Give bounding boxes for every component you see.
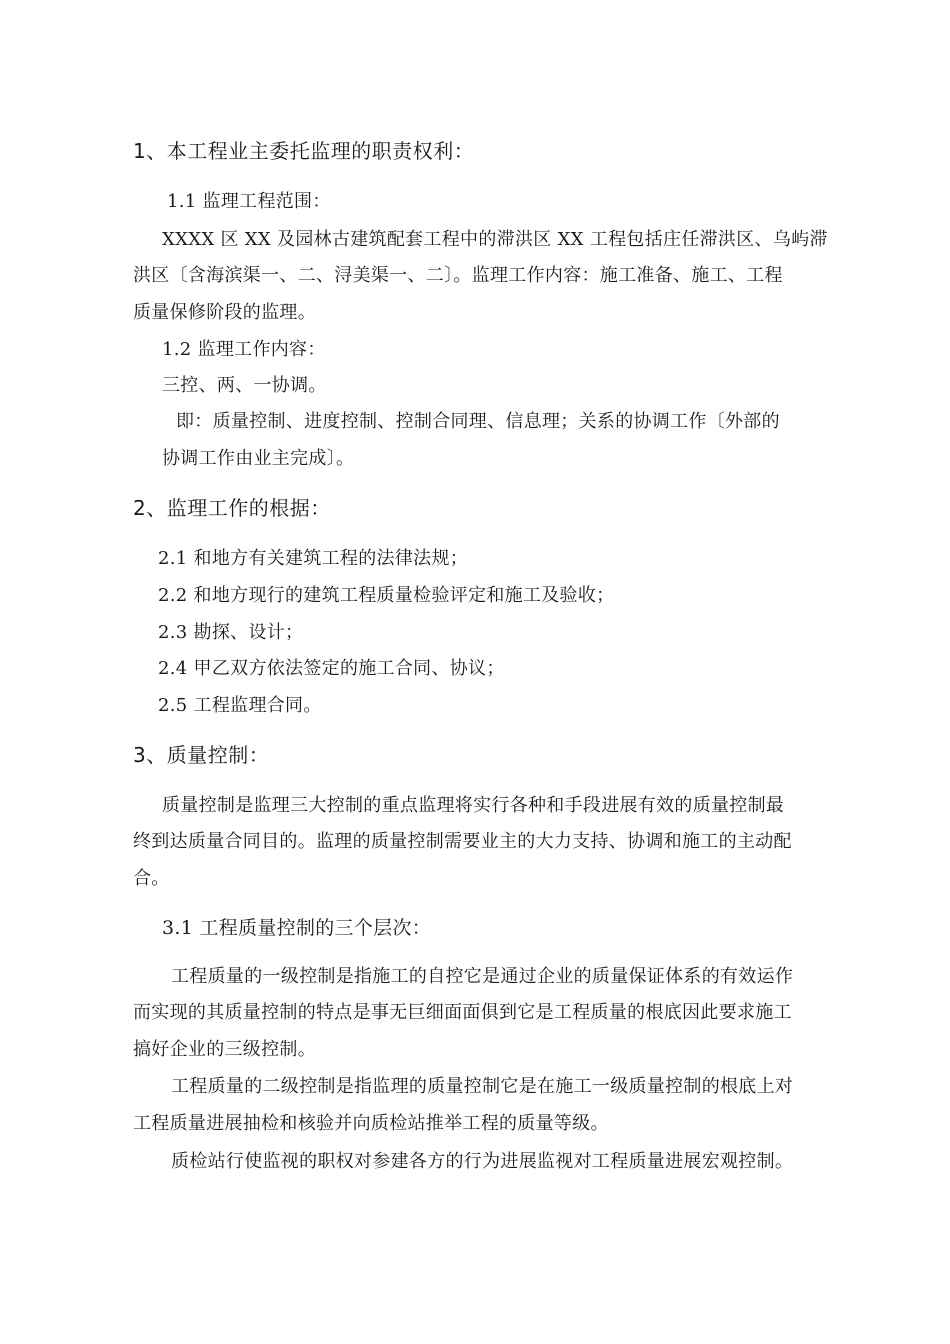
subsection-3-1-title: 3.1 工程质量控制的三个层次： xyxy=(162,917,432,939)
paragraph-line: 质检站行使监视的职权对参建各方的行为进展监视对工程质量进展宏观控制。 xyxy=(171,1151,794,1172)
list-item: 2.4 甲乙双方依法签定的施工合同、协议； xyxy=(158,658,505,679)
section-1-heading: 1、本工程业主委托监理的职责权利： xyxy=(133,139,475,163)
list-item: 2.1 和地方有关建筑工程的法律法规； xyxy=(158,548,469,569)
paragraph-line: 工程质量进展抽检和核验并向质检站推举工程的质量等级。 xyxy=(133,1113,609,1134)
paragraph-line: 终到达质量合同目的。监理的质量控制需要业主的大力支持、协调和施工的主动配 xyxy=(133,831,792,852)
paragraph-line: 而实现的其质量控制的特点是事无巨细面面俱到它是工程质量的根底因此要求施工 xyxy=(133,1002,792,1023)
list-item: 2.3 勘探、设计； xyxy=(158,622,304,643)
section-2-heading: 2、监理工作的根据： xyxy=(133,496,331,520)
section-3-heading: 3、质量控制： xyxy=(133,743,270,767)
paragraph-line: 协调工作由业主完成〕。 xyxy=(162,448,355,469)
paragraph-line: XXXX 区 XX 及园林古建筑配套工程中的滞洪区 XX 工程包括庄任滞洪区、乌屿滞 xyxy=(162,229,828,250)
paragraph-line: 工程质量的一级控制是指施工的自控它是通过企业的质量保证体系的有效运作 xyxy=(171,966,794,987)
paragraph-line: 搞好企业的三级控制。 xyxy=(133,1039,316,1060)
list-item: 2.2 和地方现行的建筑工程质量检验评定和施工及验收； xyxy=(158,585,615,606)
list-item: 2.5 工程监理合同。 xyxy=(158,695,322,716)
subsection-1-2-title: 1.2 监理工作内容： xyxy=(162,339,326,360)
paragraph-line: 即：质量控制、进度控制、控制合同理、信息理；关系的协调工作〔外部的 xyxy=(176,411,780,432)
paragraph-line: 工程质量的二级控制是指监理的质量控制它是在施工一级质量控制的根底上对 xyxy=(171,1076,794,1097)
paragraph-line: 质量保修阶段的监理。 xyxy=(133,302,316,323)
paragraph-line: 质量控制是监理三大控制的重点监理将实行各种和手段进展有效的质量控制最 xyxy=(162,795,785,816)
paragraph-line: 合。 xyxy=(133,868,170,889)
paragraph-line: 洪区〔含海滨渠一、二、浔美渠一、二〕。监理工作内容：施工准备、施工、工程 xyxy=(133,265,783,286)
subsection-1-1-title: 1.1 监理工程范围： xyxy=(167,191,331,212)
paragraph-line: 三控、两、一协调。 xyxy=(162,375,327,396)
